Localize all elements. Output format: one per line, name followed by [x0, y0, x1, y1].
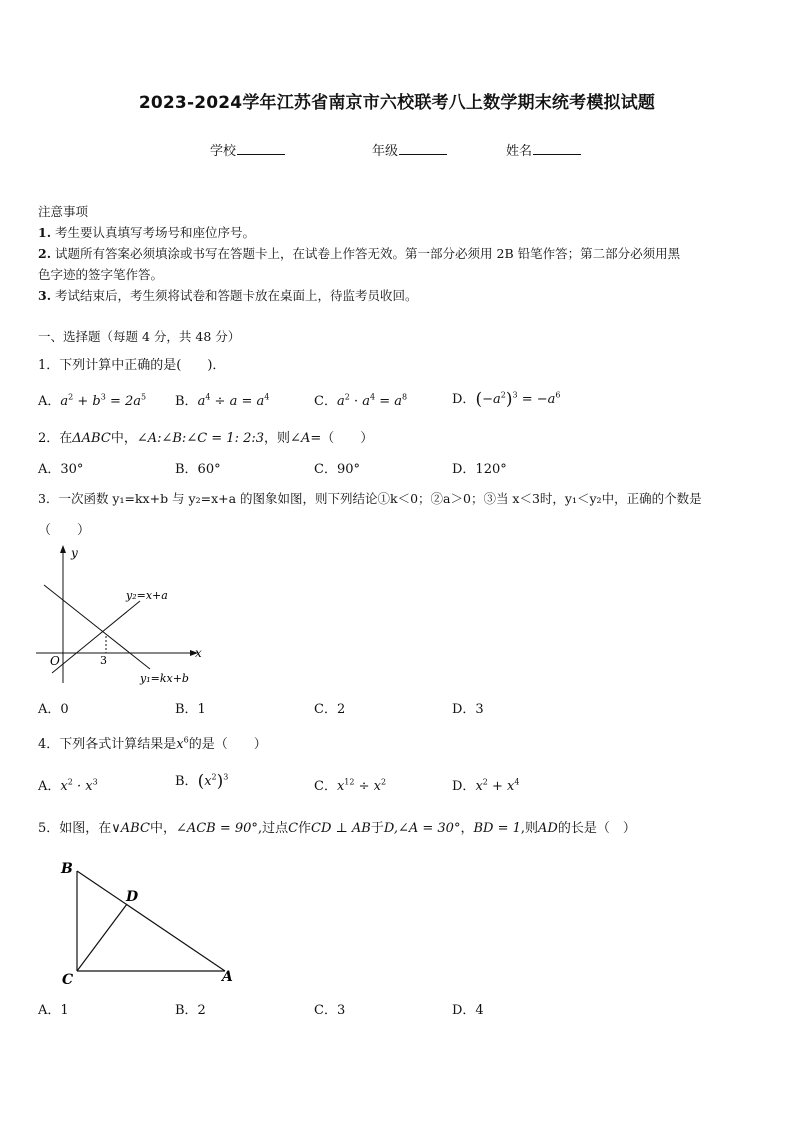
q2-stem: 2．在ΔABC中，∠A:∠B:∠C = 1: 2:3，则∠A=（ ）	[38, 431, 374, 446]
q5-option-a: A．1	[38, 1003, 69, 1018]
q2-option-c: C．90°	[314, 462, 360, 477]
y-axis-label: y	[71, 546, 78, 560]
origin-label: O	[50, 654, 60, 668]
name-label: 姓名	[506, 144, 533, 159]
q2-option-a: A．30°	[38, 462, 84, 477]
vertex-a-label: A	[222, 969, 233, 985]
vertex-c-label: C	[62, 972, 74, 988]
notice-item-2-cont: 色字迹的签字笔作答。	[38, 267, 164, 282]
q3-stem-paren: （ ）	[38, 523, 91, 538]
q4-option-d: D．$x^2 + x^4$	[452, 777, 520, 794]
q4-option-c: C．$x^{12} \div x^2$	[314, 777, 387, 794]
q3-stem: 3．一次函数 y₁=kx+b 与 y₂=x+a 的图象如图，则下列结论①k＜0；②a＞0；③当 x＜3时，y₁＜y₂中，正确的个数是	[38, 491, 702, 506]
grade-blank	[399, 142, 447, 155]
line-y2-label: y₂=x+a	[126, 589, 168, 602]
line-y1-label: y₁=kx+b	[140, 672, 189, 685]
segment-ba	[77, 871, 225, 971]
page-title: 2023-2024学年江苏省南京市六校联考八上数学期末统考模拟试题	[138, 93, 656, 113]
q4-option-b: B．$(x^2)^3$	[175, 771, 229, 792]
vertex-d-label: D	[126, 889, 139, 905]
school-label: 学校	[210, 144, 237, 159]
q5-triangle-figure	[55, 855, 245, 990]
vertex-b-label: B	[61, 861, 73, 877]
q3-option-c: C．2	[314, 702, 346, 717]
grade-label: 年级	[372, 144, 399, 159]
q1-stem: 1．下列计算中正确的是( )．	[38, 358, 226, 373]
q3-graph	[34, 543, 214, 693]
q5-option-b: B．2	[175, 1003, 206, 1018]
grade-field	[372, 140, 447, 159]
x-axis-label: x	[195, 646, 202, 660]
name-blank	[533, 142, 581, 155]
q3-option-d: D．3	[452, 702, 484, 717]
line-y2	[52, 601, 140, 673]
q4-stem: 4．下列各式计算结果是$x^6$的是（ ）	[38, 735, 267, 752]
q5-option-d: D．4	[452, 1003, 484, 1018]
q1-option-d: D．$(-a^2)^3 = -a^6$	[452, 389, 561, 410]
q3-option-a: A．0	[38, 702, 69, 717]
school-field	[210, 140, 285, 159]
q5-stem: 5．如图，在∨ABC中，∠ACB = 90°,过点C作CD ⊥ AB于D,∠A = 30°，BD = 1,则AD的长是（ ）	[38, 821, 636, 836]
q1-option-a: A．$a^2 + b^3 = 2a^5$	[38, 392, 147, 409]
q5-option-c: C．3	[314, 1003, 346, 1018]
q4-option-a: A．$x^2 \cdot x^3$	[38, 777, 98, 794]
notice-item-3: 3. 考试结束后，考生须将试卷和答题卡放在桌面上，待监考员收回。	[38, 288, 418, 303]
notice-item-1: 1. 考生要认真填写考场号和座位序号。	[38, 225, 256, 240]
tick-label-3: 3	[100, 654, 107, 667]
section-heading: 一、选择题（每题 4 分，共 48 分）	[38, 329, 241, 344]
q1-option-c: C．$a^2 \cdot a^4 = a^8$	[314, 392, 408, 409]
q2-option-b: B．60°	[175, 462, 221, 477]
notice-block	[38, 201, 760, 306]
q1-option-b: B．$a^4 \div a = a^4$	[175, 392, 270, 409]
notice-heading: 注意事项	[38, 204, 89, 219]
notice-item-2: 2. 试题所有答案必须填涂或书写在答题卡上，在试卷上作答无效。第一部分必须用 2B 铅笔作答；第二部分必须用黑	[38, 246, 681, 261]
name-field	[506, 140, 581, 159]
y-axis-arrow	[60, 545, 66, 553]
q2-option-d: D．120°	[452, 462, 507, 477]
segment-cd	[77, 904, 127, 971]
q3-option-b: B．1	[175, 702, 206, 717]
school-blank	[237, 142, 285, 155]
